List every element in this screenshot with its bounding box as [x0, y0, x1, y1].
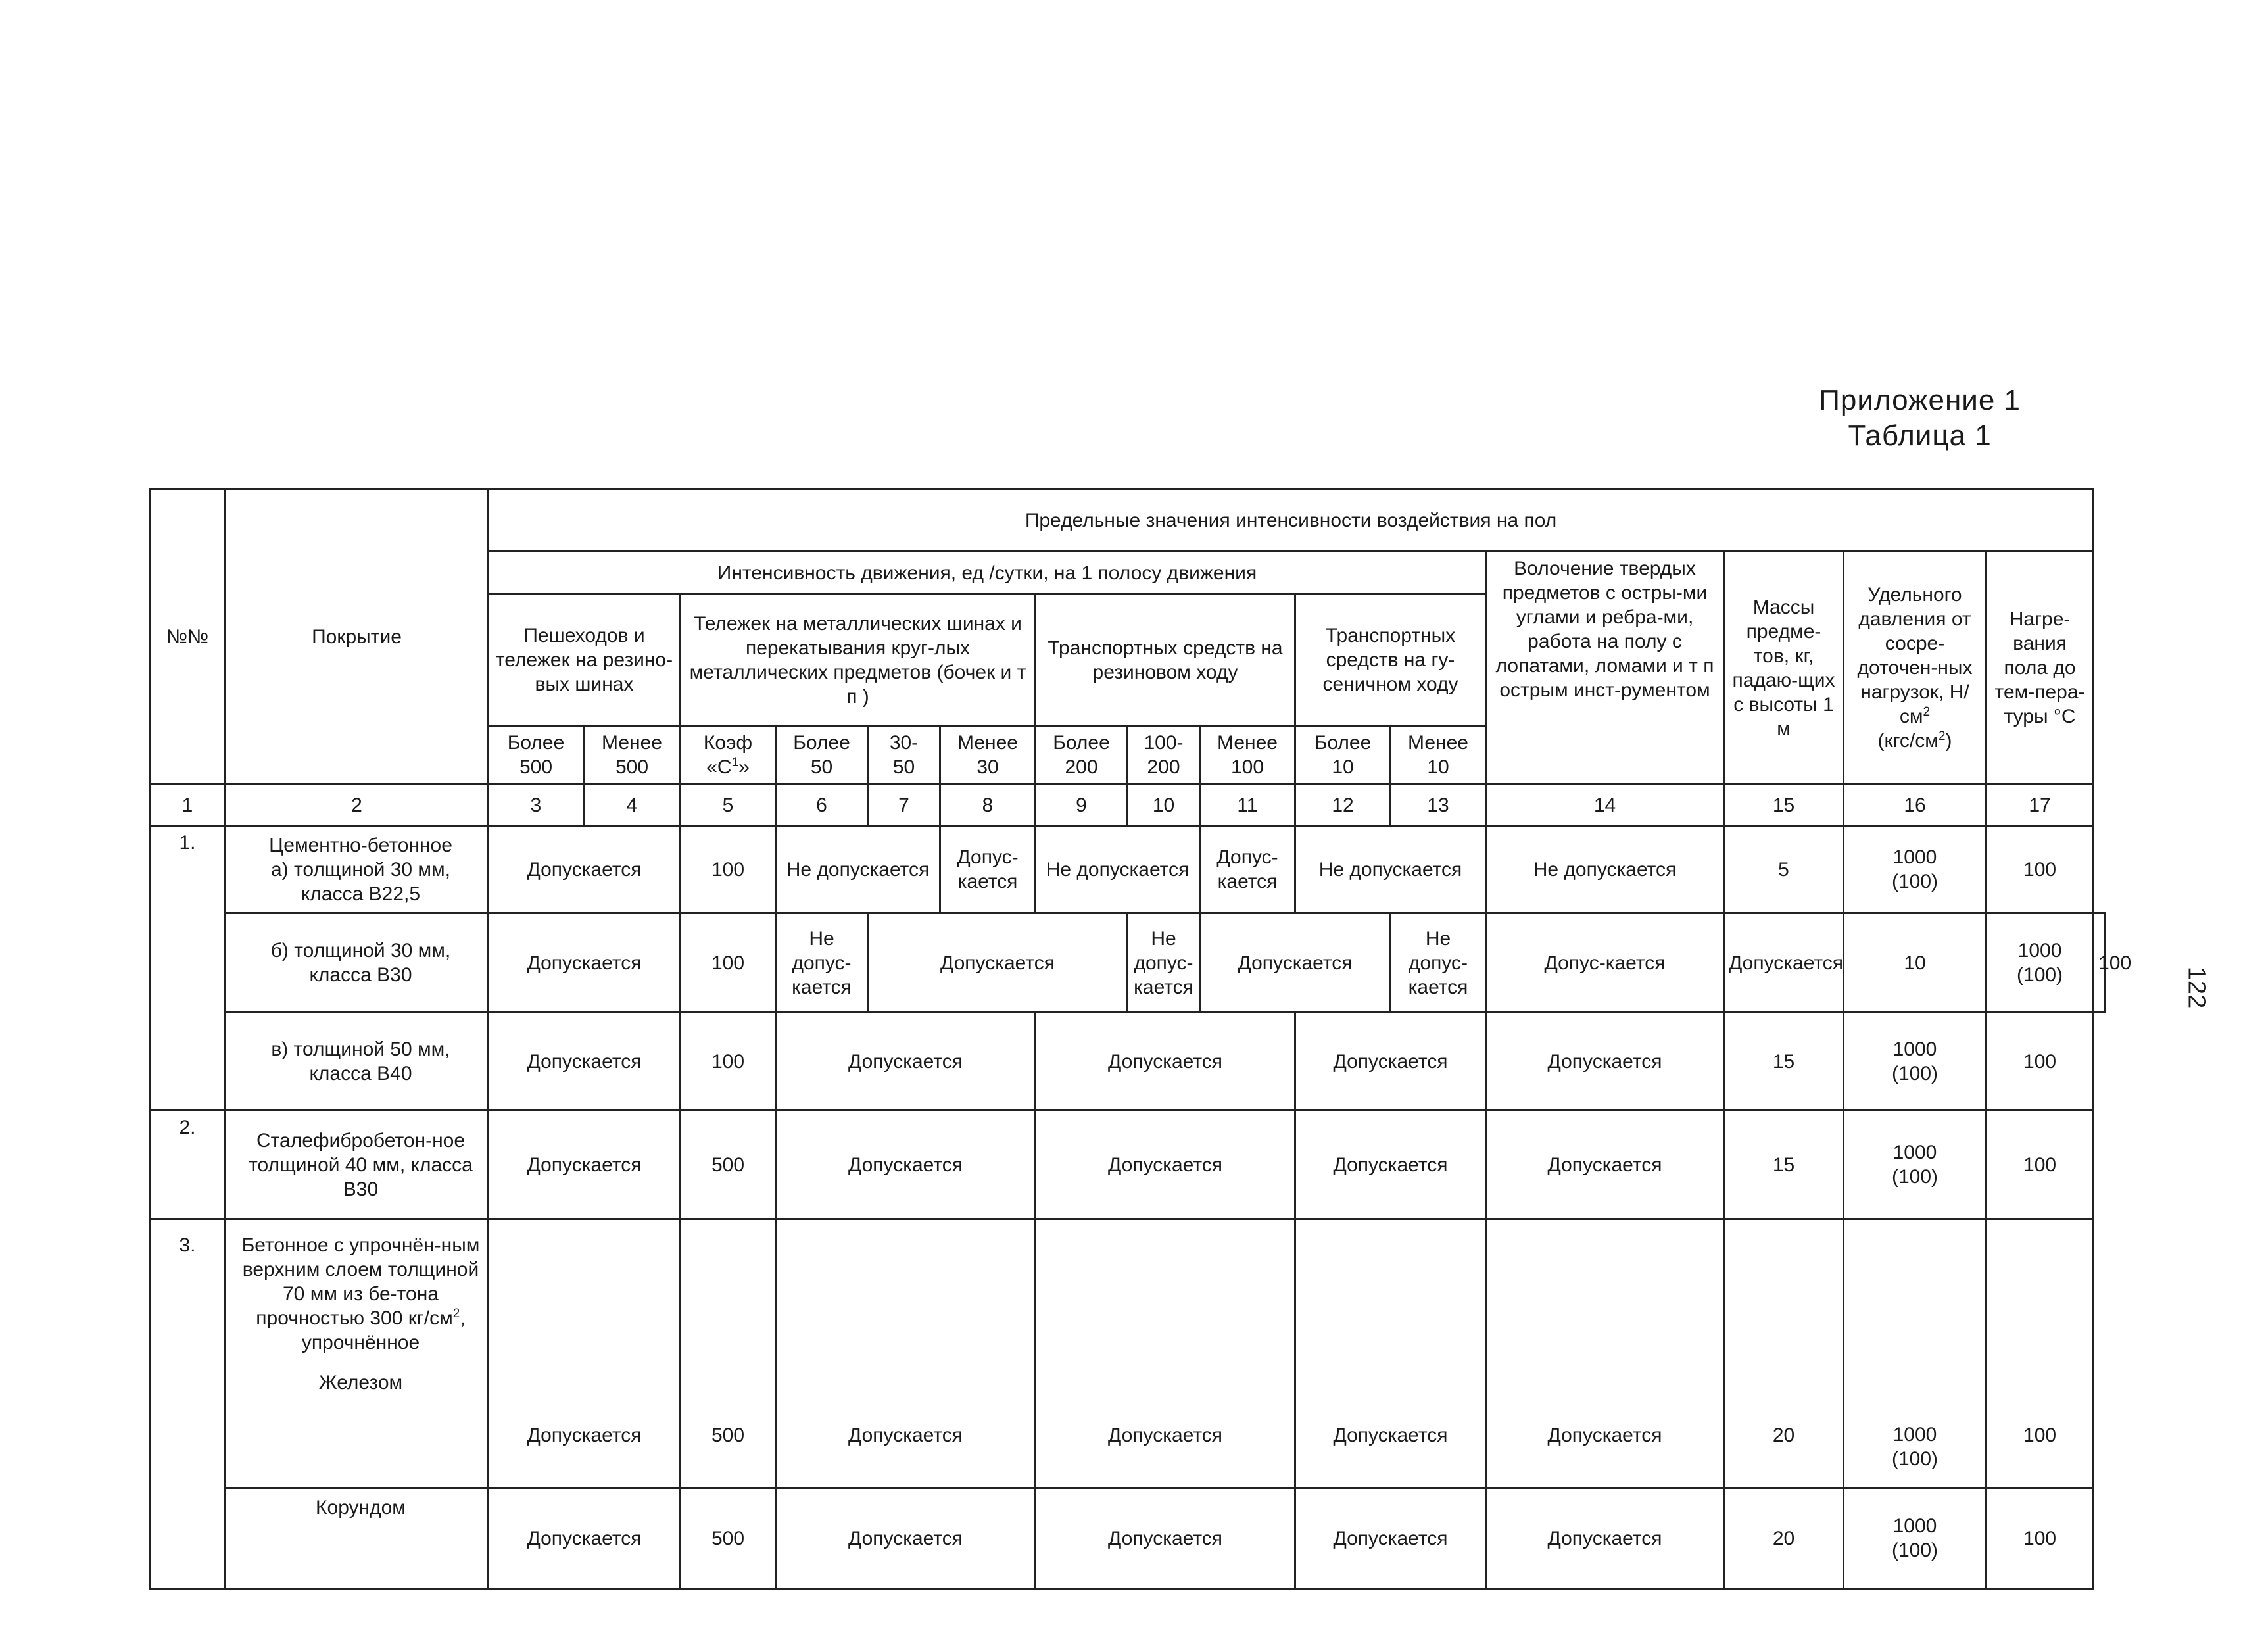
subheader-c10-b: 200: [1147, 756, 1180, 778]
cell-metal-allowed: Допускается: [868, 913, 1128, 1013]
cell-dragging: Не допускается: [1486, 826, 1724, 913]
pressure-value-kgf: (100): [1891, 1063, 1939, 1084]
cell-heating: 100: [1987, 1488, 2094, 1589]
pressure-value: 1000: [1892, 1424, 1937, 1446]
subheader-c10: [1128, 726, 1200, 785]
col-number: 15: [1724, 785, 1844, 826]
cell-pressure: [1844, 1219, 1987, 1488]
cell-coefficient: 100: [681, 1013, 776, 1111]
cell-tracked: Допускается: [1295, 1013, 1486, 1111]
cell-rubber-not-allowed: Не допус-кается: [1128, 913, 1200, 1013]
cell-rubber: Допускается: [1036, 1219, 1295, 1488]
col-number: 2: [226, 785, 489, 826]
col-number: 12: [1295, 785, 1391, 826]
subheader-c5-c: »: [738, 756, 750, 778]
subheader-c4: [584, 726, 681, 785]
row-sublabel: а) толщиной 30 мм, класса В22,5: [270, 859, 451, 905]
table-row: [150, 1219, 2105, 1488]
col-number: 13: [1391, 785, 1486, 826]
cell-pedestrians: Допускается: [489, 1111, 681, 1219]
header-pedestrians: Пешеходов и тележек на резино-вых шинах: [489, 595, 681, 726]
row-sublabel: Железом: [318, 1372, 403, 1394]
subheader-c10-a: 100-: [1144, 732, 1184, 754]
pressure-value-kgf: (100): [1891, 871, 1939, 892]
header-traffic: Интенсивность движения, ед /сутки, на 1 полосу движения: [489, 552, 1486, 595]
cell-dragging: Допускается: [1486, 1488, 1724, 1589]
subheader-c9-a: Более: [1053, 732, 1110, 754]
table-row: [150, 1111, 2105, 1219]
col-number: 8: [940, 785, 1036, 826]
subheader-c11: [1200, 726, 1295, 785]
cell-mass: 10: [1844, 913, 1987, 1013]
cell-pedestrians: Допускается: [489, 1488, 681, 1589]
pressure-value-kgf: (100): [1891, 1448, 1939, 1470]
subheader-c13-a: Менее: [1408, 732, 1468, 754]
cell-coefficient: 500: [681, 1488, 776, 1589]
cell-tracked-not-allowed: Не допус-кается: [1391, 913, 1486, 1013]
cell-tracked-allowed: Допус-кается: [1486, 913, 1724, 1013]
table-caption: [1819, 383, 2021, 454]
cell-dragging: Допускается: [1486, 1013, 1724, 1111]
subheader-c4-a: Менее: [602, 732, 662, 754]
col-number: 6: [776, 785, 868, 826]
col-number: 3: [489, 785, 584, 826]
header-tracked-transport: Транспортных средств на гу-сеничном ходу: [1295, 595, 1486, 726]
cell-rubber: Допускается: [1036, 1013, 1295, 1111]
cell-heating: 100: [2094, 913, 2105, 1013]
header-rubber-transport: Транспортных средств на резиновом ходу: [1036, 595, 1295, 726]
cell-pressure: [1987, 913, 2094, 1013]
row-label: [226, 1219, 489, 1488]
cell-coefficient: 500: [681, 1219, 776, 1488]
cell-rubber-allowed: Допускается: [1200, 913, 1391, 1013]
cell-dragging: Допускается: [1486, 1219, 1724, 1488]
cell-metal: Допускается: [776, 1111, 1036, 1219]
subheader-c9-b: 200: [1065, 756, 1098, 778]
subheader-c7-a: 30-: [889, 732, 919, 754]
cell-pressure: [1844, 826, 1987, 913]
cell-metal: Допускается: [776, 1013, 1036, 1111]
floor-impact-table: [149, 488, 2132, 1590]
cell-heating: 100: [1987, 1111, 2094, 1219]
cell-metal-allowed: Допус-кается: [940, 826, 1036, 913]
appendix-label: Приложение 1: [1819, 384, 2021, 416]
cell-rubber: Допускается: [1036, 1488, 1295, 1589]
subheader-c6-b: 50: [810, 756, 833, 778]
cell-tracked: Допускается: [1295, 1111, 1486, 1219]
row-title-suffix: , упрочнённое: [301, 1307, 466, 1353]
row-number: 1.: [150, 826, 226, 1111]
subheader-c13-b: 10: [1427, 756, 1449, 778]
subheader-c5-a: Коэф: [703, 732, 753, 754]
cell-pedestrians: Допускается: [489, 913, 681, 1013]
header-coverage: Покрытие: [226, 489, 489, 785]
cell-mass: 20: [1724, 1219, 1844, 1488]
header-metal-carts: Тележек на металлических шинах и перекатывания круг-лых металлических предметов (бочек и т п ): [681, 595, 1036, 726]
cell-tracked: Не допускается: [1295, 826, 1486, 913]
subheader-c7-b: 50: [892, 756, 915, 778]
row-sublabel: в) толщиной 50 мм, класса В40: [226, 1013, 489, 1111]
subheader-c7: [868, 726, 940, 785]
subheader-c11-b: 100: [1230, 756, 1264, 778]
table-label: Таблица 1: [1848, 420, 1992, 452]
cell-metal-not-allowed: Не допускается: [776, 826, 940, 913]
subheader-c12-a: Более: [1314, 732, 1372, 754]
cell-heating: 100: [1987, 1013, 2094, 1111]
subheader-c6: [776, 726, 868, 785]
pressure-value: 1000: [2017, 940, 2062, 961]
row-title-text: Бетонное с упрочнён-ным верхним слоем толщиной 70 мм из бе-тона прочностью 300 кг/см: [241, 1234, 480, 1329]
col-number: 5: [681, 785, 776, 826]
cell-pressure: [1844, 1013, 1987, 1111]
pressure-value-kgf: (100): [1891, 1540, 1939, 1561]
col-number: 11: [1200, 785, 1295, 826]
subheader-c8: [940, 726, 1036, 785]
subheader-c5-b: «С: [706, 756, 732, 778]
cell-rubber-allowed: Допус-кается: [1200, 826, 1295, 913]
col-number: 16: [1844, 785, 1987, 826]
cell-coefficient: 100: [681, 913, 776, 1013]
header-num: №№: [150, 489, 226, 785]
col-number: 7: [868, 785, 940, 826]
cell-mass: 20: [1724, 1488, 1844, 1589]
cell-mass: 5: [1724, 826, 1844, 913]
subheader-c8-a: Менее: [957, 732, 1018, 754]
subheader-c11-a: Менее: [1217, 732, 1278, 754]
header-dragging: Волочение твердых предметов с остры-ми углами и ребра-ми, работа на полу с лопатами, ломами и т п острым инст-рументом: [1486, 552, 1724, 785]
pressure-value: 1000: [1892, 846, 1937, 868]
col-number: 14: [1486, 785, 1724, 826]
header-pressure: Удельного давления от сосре-доточен-ных нагрузок, $Н/см^2$ $(кгс/см^2)$: [1844, 552, 1987, 785]
header-pressure-units: (кгс/см: [1877, 730, 1939, 752]
row-number: 3.: [150, 1219, 226, 1589]
cell-mass: 15: [1724, 1013, 1844, 1111]
cell-pressure: [1844, 1111, 1987, 1219]
cell-rubber-not-allowed: Не допускается: [1036, 826, 1200, 913]
subheader-c12-b: 10: [1332, 756, 1354, 778]
cell-metal-not-allowed: Не допус-кается: [776, 913, 868, 1013]
header-heating: Нагре-вания пола до тем-пера-туры °С: [1987, 552, 2094, 785]
pressure-value: 1000: [1892, 1142, 1937, 1163]
cell-metal: Допускается: [776, 1488, 1036, 1589]
cell-rubber: Допускается: [1036, 1111, 1295, 1219]
table-row: [150, 913, 2105, 1013]
pressure-value: 1000: [1892, 1515, 1937, 1537]
col-number: 10: [1128, 785, 1200, 826]
subheader-c12: [1295, 726, 1391, 785]
table-row: [150, 826, 2105, 913]
subheader-c3-a: Более: [507, 732, 565, 754]
cell-heating: 100: [1987, 1219, 2094, 1488]
row-number: 2.: [150, 1111, 226, 1219]
row-title: Цементно-бетонное: [269, 835, 452, 856]
page-number: 122: [2182, 966, 2211, 1009]
pressure-value-kgf: (100): [1891, 1166, 1939, 1188]
subheader-c6-a: Более: [793, 732, 850, 754]
col-number: 1: [150, 785, 226, 826]
table-row: [150, 1013, 2105, 1111]
cell-coefficient: 500: [681, 1111, 776, 1219]
subheader-c9: [1036, 726, 1128, 785]
col-number: 17: [1987, 785, 2094, 826]
cell-tracked: Допускается: [1295, 1219, 1486, 1488]
column-numbers-row: [150, 785, 2105, 826]
cell-pedestrians: Допускается: [489, 1219, 681, 1488]
subheader-c5: Коэф «$С^1$»: [681, 726, 776, 785]
header-pressure-text: Удельного давления от сосре-доточен-ных нагрузок, Н/см: [1857, 584, 1973, 727]
header-limits: Предельные значения интенсивности воздействия на пол: [489, 489, 2094, 552]
cell-heating: 100: [1987, 826, 2094, 913]
header-mass: Массы предме-тов, кг, падаю-щих с высоты 1 м: [1724, 552, 1844, 785]
subheader-c3: [489, 726, 584, 785]
col-number: 9: [1036, 785, 1128, 826]
row-label: [226, 826, 489, 913]
row-sublabel: Корундом: [226, 1488, 489, 1589]
subheader-c4-b: 500: [615, 756, 649, 778]
cell-pedestrians: Допускается: [489, 1013, 681, 1111]
row-title: Бетонное с упрочнён-ным верхним слоем толщиной 70 мм из бе-тона прочностью 300 $кг/см^2$, упрочнённое: [241, 1234, 480, 1353]
col-number: 4: [584, 785, 681, 826]
subheader-c13: [1391, 726, 1486, 785]
cell-pressure: [1844, 1488, 1987, 1589]
cell-coefficient: 100: [681, 826, 776, 913]
subheader-c3-b: 500: [519, 756, 553, 778]
cell-tracked: Допускается: [1295, 1488, 1486, 1589]
pressure-value: 1000: [1892, 1038, 1937, 1060]
subheader-c8-b: 30: [976, 756, 999, 778]
row-label: Сталефибробетон-ное толщиной 40 мм, класса В30: [226, 1111, 489, 1219]
cell-dragging: Допускается: [1486, 1111, 1724, 1219]
pressure-value-kgf: (100): [2017, 964, 2063, 986]
cell-pedestrians: Допускается: [489, 826, 681, 913]
row-sublabel: б) толщиной 30 мм, класса В30: [226, 913, 489, 1013]
table-row: [150, 1488, 2105, 1589]
cell-mass: 15: [1724, 1111, 1844, 1219]
cell-metal: Допускается: [776, 1219, 1036, 1488]
cell-dragging: Допускается: [1724, 913, 1844, 1013]
